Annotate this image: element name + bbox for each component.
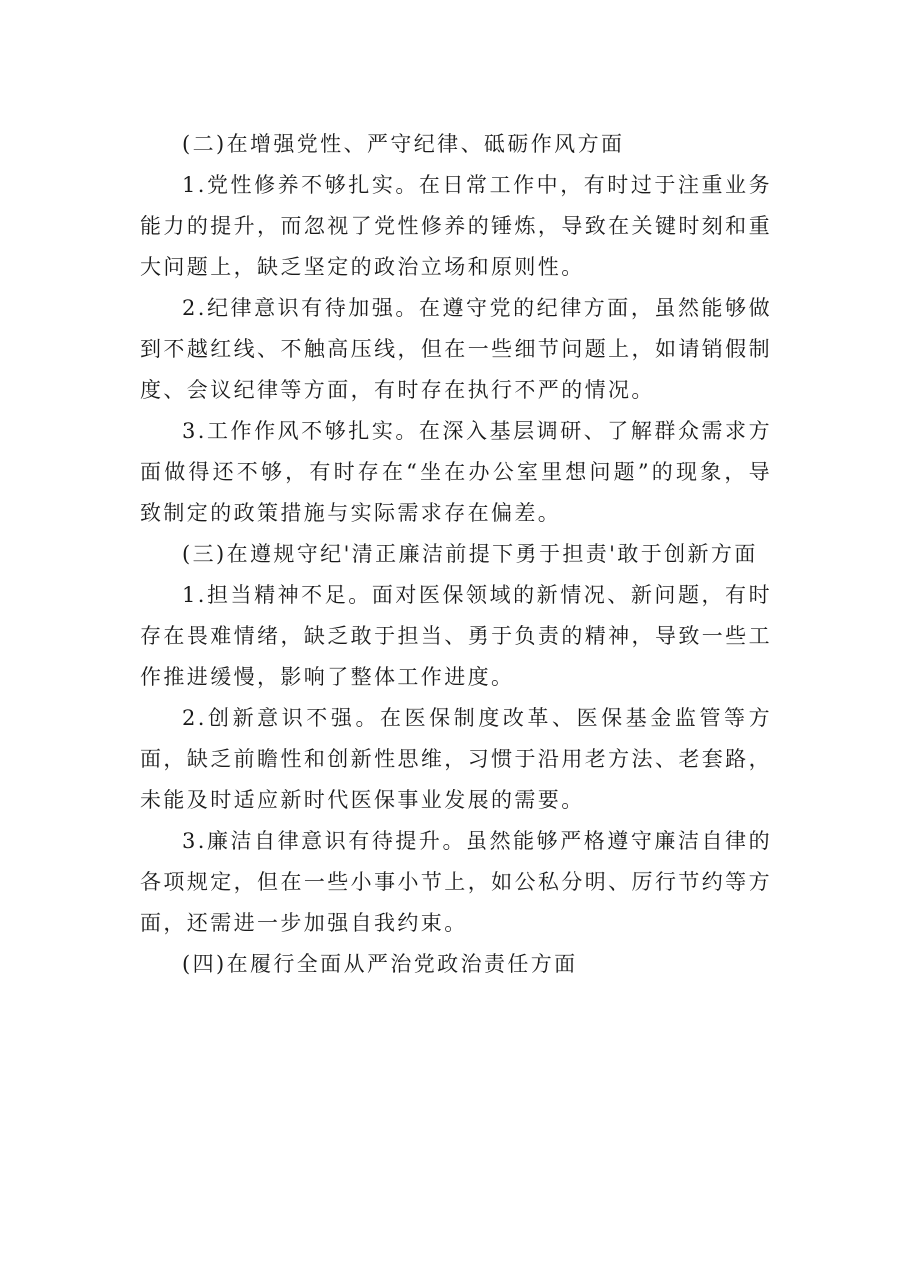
paragraph: 2.创新意识不强。在医保制度改革、医保基金监管等方面，缺乏前瞻性和创新性思维，习惯于沿用老方法、老套路，未能及时适应新时代医保事业发展的需要。 <box>140 706 772 812</box>
paragraph: 1.担当精神不足。面对医保领域的新情况、新问题，有时存在畏难情绪，缺乏敢于担当、勇于负责的精神，导致一些工作推进缓慢，影响了整体工作进度。 <box>140 583 772 689</box>
paragraph: 3.廉洁自律意识有待提升。虽然能够严格遵守廉洁自律的各项规定，但在一些小事小节上，如公私分明、厉行节约等方面，还需进一步加强自我约束。 <box>140 829 772 935</box>
paragraph: 1.党性修养不够扎实。在日常工作中，有时过于注重业务能力的提升，而忽视了党性修养的锤炼，导致在关键时刻和重大问题上，缺乏坚定的政治立场和原则性。 <box>140 173 772 279</box>
document-body <box>140 124 772 985</box>
paragraph: 3.工作作风不够扎实。在深入基层调研、了解群众需求方面做得还不够，有时存在“坐在办公室里想问题”的现象，导致制定的政策措施与实际需求存在偏差。 <box>140 419 772 525</box>
paragraph: 2.纪律意识有待加强。在遵守党的纪律方面，虽然能够做到不越红线、不触高压线，但在一些细节问题上，如请销假制度、会议纪律等方面，有时存在执行不严的情况。 <box>140 296 772 402</box>
section-heading-4: (四)在履行全面从严治党政治责任方面 <box>182 952 578 976</box>
section-heading-2: (二)在增强党性、严守纪律、砥砺作风方面 <box>182 132 625 156</box>
section-heading-3: (三)在遵规守纪'清正廉洁前提下勇于担责'敢于创新方面 <box>182 542 758 566</box>
